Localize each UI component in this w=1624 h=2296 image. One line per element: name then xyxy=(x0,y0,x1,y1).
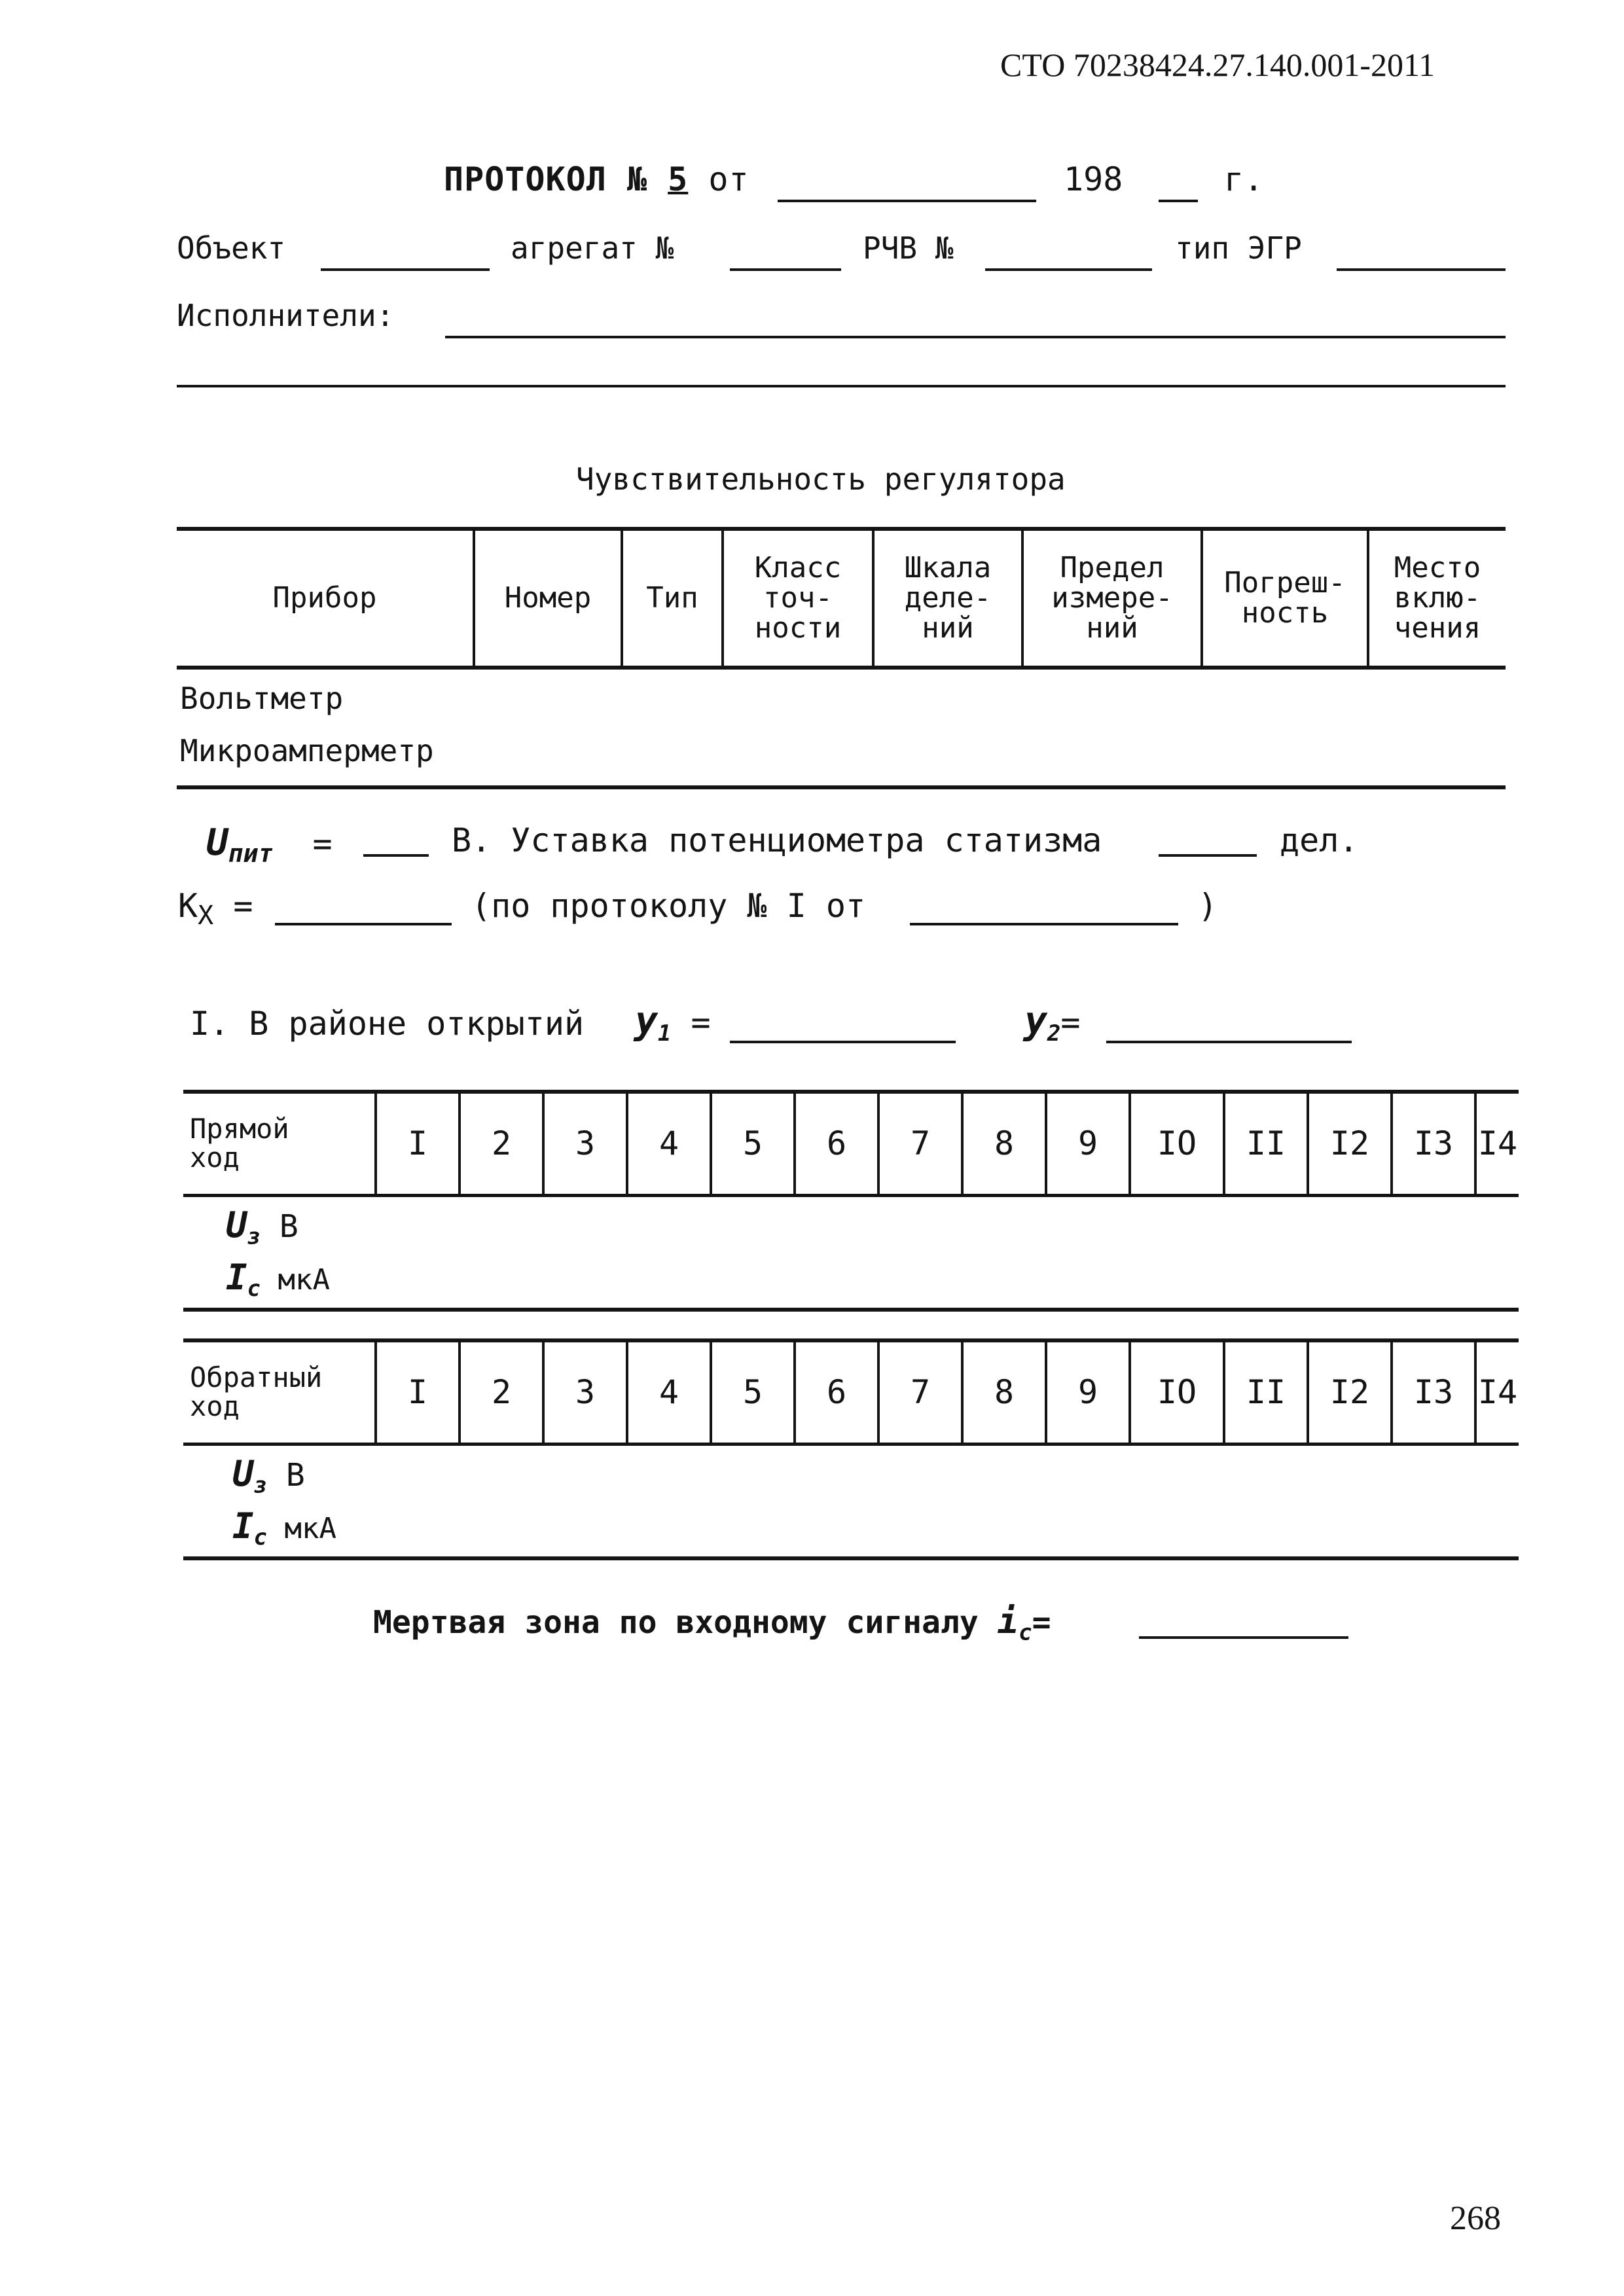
supply-blank[interactable] xyxy=(363,854,429,857)
instr-header-scale: Шкала деле- ний xyxy=(873,529,1022,668)
section1-label: I. В районе открытий xyxy=(190,1005,585,1043)
kx-equals: = xyxy=(233,887,253,925)
reverse-point-2: 2 xyxy=(460,1340,543,1444)
document-code: СТО 70238424.27.140.001-2011 xyxy=(1000,46,1435,83)
instr-header-type: Тип xyxy=(622,529,723,668)
reverse-point-3: 3 xyxy=(543,1340,627,1444)
reverse-point-12: I2 xyxy=(1308,1340,1392,1444)
forward-point-13: I3 xyxy=(1392,1092,1475,1195)
dead-zone-blank[interactable] xyxy=(1139,1636,1348,1639)
reverse-u-symbol: U xyxy=(232,1453,254,1494)
forward-point-1: I xyxy=(376,1092,460,1195)
y1-equals: = xyxy=(691,1003,711,1041)
instr-header-device: Прибор xyxy=(177,529,474,668)
reverse-bottom-rule xyxy=(183,1556,1519,1560)
rchv-blank[interactable] xyxy=(985,268,1152,271)
instr-header-class: Класс точ- ности xyxy=(723,529,873,668)
executors-blank-1[interactable] xyxy=(445,336,1506,338)
kx-symbol: K xyxy=(178,887,198,925)
supply-u-sub: пит xyxy=(228,839,274,868)
reverse-u-sub: з xyxy=(253,1472,267,1499)
y1-sub: 1 xyxy=(657,1020,672,1047)
reverse-point-11: II xyxy=(1224,1340,1308,1444)
dead-zone-sub: c xyxy=(1019,1619,1032,1646)
y2-label xyxy=(1024,998,1081,1047)
forward-point-2: 2 xyxy=(460,1092,543,1195)
instrument-microammeter: Микроамперметр xyxy=(180,733,434,768)
y2-symbol: y xyxy=(1024,998,1047,1043)
reverse-row-current xyxy=(232,1505,336,1551)
number-sign: № xyxy=(626,160,648,198)
year-prefix: 198 xyxy=(1064,160,1123,198)
supply-equals: = xyxy=(312,825,333,863)
y1-symbol: y xyxy=(635,998,658,1043)
reverse-point-4: 4 xyxy=(627,1340,711,1444)
protocol-title xyxy=(444,160,749,198)
y1-blank[interactable] xyxy=(730,1041,956,1043)
forward-bottom-rule xyxy=(183,1308,1519,1312)
kx-date-blank[interactable] xyxy=(910,923,1178,925)
date-blank[interactable] xyxy=(778,200,1036,202)
kx-sub: X xyxy=(198,901,214,931)
instr-header-limit: Предел измере- ний xyxy=(1022,529,1202,668)
y2-sub: 2 xyxy=(1047,1020,1061,1047)
dead-zone-symbol: i xyxy=(997,1600,1019,1641)
executors-blank-2[interactable] xyxy=(177,385,1506,387)
unit-blank[interactable] xyxy=(730,268,841,271)
forward-i-unit: мкА xyxy=(278,1263,330,1297)
section-title: Чувствительность регулятора xyxy=(576,461,1066,497)
protocol-number: 5 xyxy=(668,160,689,198)
forward-point-12: I2 xyxy=(1308,1092,1392,1195)
kx-blank[interactable] xyxy=(275,923,452,925)
reverse-point-13: I3 xyxy=(1392,1340,1475,1444)
reverse-row-voltage xyxy=(232,1453,305,1499)
forward-point-9: 9 xyxy=(1046,1092,1130,1195)
supply-text: В. Уставка потенциометра статизма xyxy=(452,821,1102,859)
forward-point-11: II xyxy=(1224,1092,1308,1195)
dead-zone-label xyxy=(373,1600,1051,1646)
kx-note: (по протоколу № I от xyxy=(471,887,866,925)
droop-unit: дел. xyxy=(1280,821,1359,859)
from-word: от xyxy=(708,160,749,198)
forward-point-6: 6 xyxy=(795,1092,878,1195)
forward-row-voltage xyxy=(226,1204,298,1250)
type-label: тип ЭГР xyxy=(1175,230,1302,266)
reverse-point-9: 9 xyxy=(1046,1340,1130,1444)
kx-label xyxy=(178,887,253,931)
instruments-bottom-rule xyxy=(177,785,1506,789)
object-label: Объект xyxy=(177,230,286,266)
reverse-u-unit: В xyxy=(285,1457,305,1494)
protocol-word: ПРОТОКОЛ xyxy=(444,160,607,198)
forward-point-4: 4 xyxy=(627,1092,711,1195)
instr-header-place: Место вклю- чения xyxy=(1368,529,1506,668)
kx-note-close: ) xyxy=(1198,887,1218,925)
page-number: 268 xyxy=(1450,2200,1501,2237)
forward-i-sub: c xyxy=(247,1275,261,1302)
executors-label: Исполнители: xyxy=(177,298,395,333)
forward-u-symbol: U xyxy=(226,1204,247,1246)
droop-blank[interactable] xyxy=(1159,854,1257,857)
unit-label: агрегат № xyxy=(511,230,674,266)
instr-header-error: Погреш- ность xyxy=(1202,529,1368,668)
forward-table xyxy=(183,1090,1519,1197)
reverse-point-10: IO xyxy=(1130,1340,1224,1444)
object-blank[interactable] xyxy=(321,268,490,271)
reverse-point-7: 7 xyxy=(878,1340,962,1444)
rchv-label: РЧВ № xyxy=(863,230,954,266)
forward-u-unit: В xyxy=(279,1208,298,1245)
y1-label xyxy=(635,998,711,1047)
reverse-label: Обратный ход xyxy=(183,1340,376,1444)
supply-u-symbol: U xyxy=(206,821,228,864)
instrument-voltmeter: Вольтметр xyxy=(180,681,344,716)
reverse-table xyxy=(183,1338,1519,1446)
year-blank[interactable] xyxy=(1159,200,1198,202)
instr-header-number: Номер xyxy=(474,529,622,668)
reverse-point-5: 5 xyxy=(711,1340,795,1444)
forward-point-7: 7 xyxy=(878,1092,962,1195)
forward-point-8: 8 xyxy=(962,1092,1046,1195)
reverse-point-14: I4 xyxy=(1475,1340,1519,1444)
forward-u-sub: з xyxy=(247,1223,261,1250)
forward-point-3: 3 xyxy=(543,1092,627,1195)
forward-point-5: 5 xyxy=(711,1092,795,1195)
type-blank[interactable] xyxy=(1337,268,1506,271)
y2-blank[interactable] xyxy=(1106,1041,1352,1043)
reverse-i-sub: c xyxy=(253,1524,267,1551)
supply-voltage xyxy=(206,821,333,868)
instruments-table xyxy=(177,527,1506,670)
year-suffix: г. xyxy=(1224,160,1264,198)
reverse-point-6: 6 xyxy=(795,1340,878,1444)
y2-equals: = xyxy=(1060,1003,1081,1041)
forward-row-current xyxy=(226,1257,330,1302)
reverse-point-1: I xyxy=(376,1340,460,1444)
forward-point-14: I4 xyxy=(1475,1092,1519,1195)
dead-zone-equals: = xyxy=(1032,1604,1051,1641)
reverse-point-8: 8 xyxy=(962,1340,1046,1444)
reverse-i-unit: мкА xyxy=(284,1512,336,1545)
dead-zone-text: Мертвая зона по входному сигналу xyxy=(373,1604,979,1641)
forward-label: Прямой ход xyxy=(183,1092,376,1195)
forward-point-10: IO xyxy=(1130,1092,1224,1195)
reverse-i-symbol: I xyxy=(232,1505,254,1547)
forward-i-symbol: I xyxy=(226,1257,247,1298)
